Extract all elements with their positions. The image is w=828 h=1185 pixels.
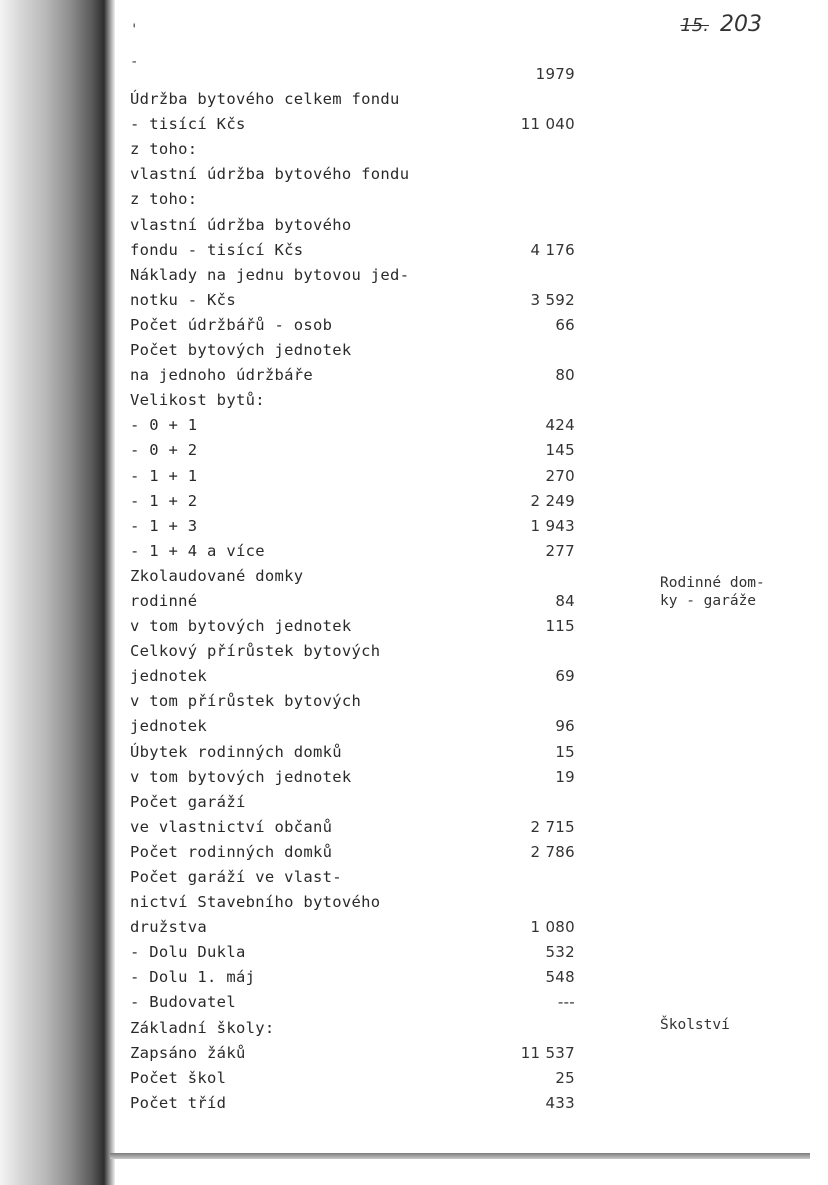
table-row [130,363,590,388]
row-label: Počet údržbářů - osob [130,315,333,334]
row-label: - Budovatel [130,993,236,1012]
table-row [130,790,590,815]
row-label: Celkový přírůstek bytových [130,642,381,661]
row-label: z toho: [130,140,198,159]
row-value: 1979 [535,65,575,83]
row-label: Základní školy: [130,1018,275,1037]
table-row [130,388,590,413]
table-row [130,664,590,689]
table-row [130,614,590,639]
table-row [130,714,590,739]
table-row [130,263,590,288]
table-row [130,464,590,489]
table-row [130,313,590,338]
table-row [130,413,590,438]
row-value: 115 [545,617,575,636]
row-label: - Dolu Dukla [130,943,246,962]
row-label: vlastní údržba bytového fondu [130,165,410,184]
row-value: 1 080 [530,918,575,937]
row-label: - Dolu 1. máj [130,968,256,987]
row-label: nictví Stavebního bytového [130,893,381,912]
table-row [130,1091,590,1116]
row-value: --- [557,993,575,1012]
row-label: Velikost bytů: [130,391,265,410]
row-label: Počet garáží [130,792,246,811]
row-label: ve vlastnictví občanů [130,817,333,836]
table-row [130,137,590,162]
row-label: - 0 + 1 [130,416,198,435]
row-value: 15 [555,742,575,761]
row-value: 532 [545,943,575,962]
table-row [130,62,590,87]
table-row [130,890,590,915]
table-row [130,1066,590,1091]
row-value: 19 [555,767,575,786]
table-row [130,438,590,463]
table-row [130,564,590,589]
row-label: v tom přírůstek bytových [130,692,362,711]
row-label: Počet škol [130,1068,227,1087]
table-row [130,87,590,112]
row-label: notku - Kčs [130,290,236,309]
table-row [130,1016,590,1041]
row-label: družstva [130,918,208,937]
side-note-line: Rodinné dom- [660,575,765,591]
row-value: 270 [545,466,575,485]
table-row [130,514,590,539]
row-label: Počet bytových jednotek [130,341,352,360]
row-label: na jednoho údržbáře [130,366,314,385]
row-label: Náklady na jednu bytovou jed- [130,265,410,284]
row-label: - 0 + 2 [130,441,198,460]
binding-shadow [0,0,115,1185]
row-label: v tom bytových jednotek [130,617,352,636]
table-row [130,915,590,940]
row-label: Počet tříd [130,1093,227,1112]
row-value: 11 040 [520,115,575,134]
side-note-schools: Školství [660,1017,730,1033]
row-value: 69 [555,667,575,686]
table-row [130,238,590,263]
row-value: 96 [555,717,575,736]
table-row [130,689,590,714]
table-row [130,539,590,564]
table-row [130,288,590,313]
row-label: v tom bytových jednotek [130,767,352,786]
row-label: z toho: [130,190,198,209]
table-row [130,489,590,514]
row-label: - tisící Kčs [130,115,246,134]
row-value: 2 786 [530,842,575,861]
table-row [130,865,590,890]
row-value: 2 715 [530,817,575,836]
row-value: 424 [545,416,575,435]
row-label: Zapsáno žáků [130,1043,246,1062]
row-value: 548 [545,968,575,987]
table-row [130,840,590,865]
row-label: Zkolaudované domky [130,566,304,585]
row-label: - 1 + 1 [130,466,198,485]
page-number-current: 203 [720,12,762,37]
row-label: fondu - tisící Kčs [130,240,304,259]
row-value: 433 [545,1093,575,1112]
table-row [130,965,590,990]
table-row [130,112,590,137]
row-value: 80 [555,366,575,385]
table-row [130,639,590,664]
top-tick-mark: ' [130,22,139,38]
table-row [130,589,590,614]
data-table [130,62,590,1116]
row-value: 66 [555,315,575,334]
row-value: 3 592 [530,290,575,309]
row-value: 2 249 [530,491,575,510]
side-note-line: ky - garáže [660,593,757,609]
row-label: Počet garáží ve vlast- [130,868,342,886]
row-label: - 1 + 2 [130,491,198,510]
row-label: vlastní údržba bytového [130,215,352,234]
row-value: 4 176 [530,240,575,259]
table-row [130,765,590,790]
row-label: Počet rodinných domků [130,842,333,861]
dash-mark: - [130,54,139,70]
page-bottom-edge [110,1153,810,1159]
table-row [130,187,590,212]
table-row [130,338,590,363]
row-label: jednotek [130,667,208,686]
row-label: Údržba bytového celkem fondu [130,90,400,109]
table-row [130,162,590,187]
table-row [130,940,590,965]
table-row [130,740,590,765]
page-number [680,12,762,37]
table-row [130,990,590,1015]
row-value: 84 [555,591,575,610]
row-label: jednotek [130,717,208,736]
row-label: rodinné [130,591,198,610]
side-note-family-houses [660,574,765,610]
row-value: 145 [545,441,575,460]
row-value: 11 537 [520,1043,575,1062]
row-label: - 1 + 4 a více [130,541,265,560]
row-label: - 1 + 3 [130,516,198,535]
table-row [130,213,590,238]
table-row [130,815,590,840]
row-value: 1 943 [530,516,575,535]
row-label: Úbytek rodinných domků [130,742,342,761]
page-number-struck: 15. [680,15,709,36]
row-value: 277 [545,541,575,560]
row-value: 25 [555,1068,575,1087]
table-row [130,1041,590,1066]
